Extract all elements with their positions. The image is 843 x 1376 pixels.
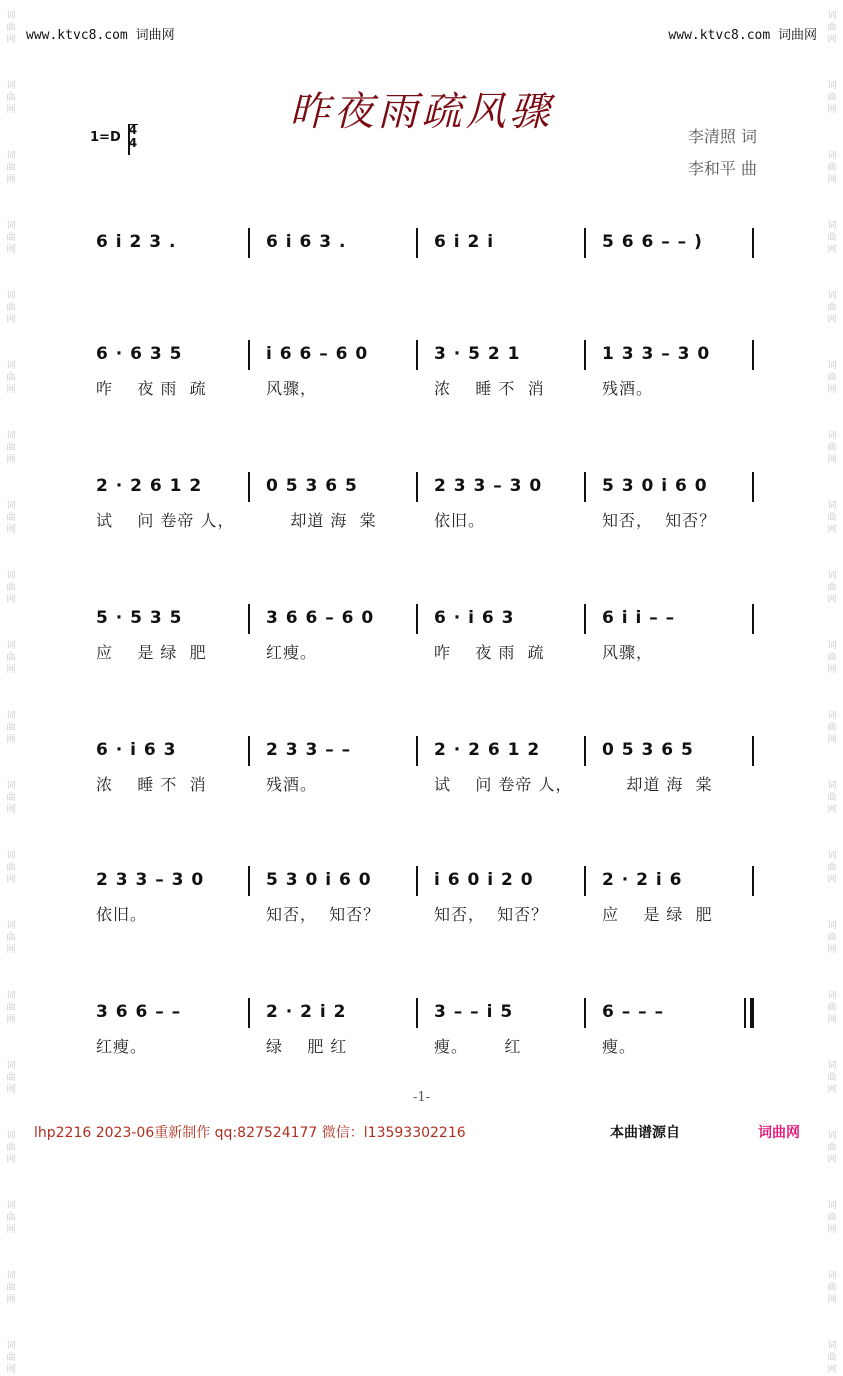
- measure-notes: 5 6 6 – – ): [602, 232, 703, 252]
- measure-lyrics: 风骤，: [266, 379, 318, 398]
- watermark-char: 曲: [827, 513, 837, 523]
- watermark-char: 曲: [6, 1213, 16, 1223]
- watermark-group: [827, 640, 836, 676]
- watermark-char: 曲: [6, 1073, 16, 1083]
- measure-lyrics: 试 问 卷帝 人，: [434, 775, 573, 794]
- watermark-char: 词: [6, 641, 16, 651]
- watermark-char: 曲: [827, 93, 837, 103]
- watermark-char: 曲: [6, 1353, 16, 1363]
- watermark-char: 网: [827, 525, 837, 535]
- barline: [248, 604, 250, 634]
- watermark-char: 网: [6, 1155, 16, 1165]
- measure-notes: 3 6 6 – –: [96, 1002, 182, 1022]
- measure-lyrics: 应 是 绿 肥: [96, 643, 207, 662]
- watermark-char: 词: [827, 221, 837, 231]
- watermark-char: 词: [6, 571, 16, 581]
- barline: [584, 736, 586, 766]
- barline: [416, 340, 418, 370]
- watermark-group: [827, 710, 836, 746]
- watermark-group: [827, 1200, 836, 1236]
- watermark-char: 曲: [6, 23, 16, 33]
- watermark-char: 曲: [827, 373, 837, 383]
- watermark-char: 词: [6, 81, 16, 91]
- watermark-char: 网: [827, 595, 837, 605]
- watermark-group: [6, 360, 15, 396]
- watermark-char: 曲: [827, 1073, 837, 1083]
- watermark-char: 曲: [827, 1213, 837, 1223]
- measure-notes: 1 3 3 – 3 0: [602, 344, 711, 364]
- barline: [752, 472, 754, 502]
- final-barline-thin: [744, 998, 746, 1028]
- watermark-char: 曲: [6, 163, 16, 173]
- watermark-group: [827, 1130, 836, 1166]
- watermark-group: [827, 990, 836, 1026]
- watermark-char: 网: [827, 385, 837, 395]
- watermark-char: 曲: [827, 23, 837, 33]
- watermark-char: 词: [6, 431, 16, 441]
- footer-brand-link[interactable]: 词曲网: [758, 1125, 800, 1141]
- watermark-group: [827, 500, 836, 536]
- watermark-char: 网: [6, 945, 16, 955]
- watermark-group: [6, 10, 15, 46]
- watermark-char: 网: [827, 945, 837, 955]
- watermark-char: 网: [6, 175, 16, 185]
- watermark-char: 词: [6, 221, 16, 231]
- composer-credit: 李和平 曲: [687, 159, 757, 178]
- watermark-char: 曲: [6, 373, 16, 383]
- watermark-group: [6, 570, 15, 606]
- watermark-char: 曲: [6, 1143, 16, 1153]
- watermark-char: 词: [827, 851, 837, 861]
- barline: [752, 340, 754, 370]
- footer-source-label: 本曲谱源自: [610, 1125, 680, 1141]
- watermark-char: 曲: [6, 863, 16, 873]
- barline: [416, 228, 418, 258]
- watermark-char: 曲: [6, 513, 16, 523]
- watermark-char: 词: [6, 1271, 16, 1281]
- watermark-group: [6, 150, 15, 186]
- watermark-char: 网: [827, 1295, 837, 1305]
- watermark-char: 词: [827, 151, 837, 161]
- watermark-char: 曲: [827, 933, 837, 943]
- watermark-char: 曲: [6, 1283, 16, 1293]
- watermark-char: 词: [6, 1341, 16, 1351]
- watermark-char: 网: [827, 1225, 837, 1235]
- song-title: 昨夜雨疏风骤: [289, 89, 554, 135]
- measure-lyrics: 却道 海 棠: [602, 775, 713, 794]
- watermark-char: 曲: [6, 793, 16, 803]
- watermark-char: 曲: [827, 723, 837, 733]
- watermark-char: 网: [827, 1015, 837, 1025]
- barline: [584, 866, 586, 896]
- watermark-char: 曲: [6, 583, 16, 593]
- barline: [752, 228, 754, 258]
- watermark-char: 曲: [6, 233, 16, 243]
- barline: [584, 998, 586, 1028]
- watermark-char: 词: [827, 291, 837, 301]
- watermark-char: 曲: [827, 443, 837, 453]
- watermark-group: [827, 1270, 836, 1306]
- footer-info: lhp2216 2023-06重新制作 qq:827524177 微信：l13593302216: [34, 1125, 466, 1141]
- watermark-char: 网: [6, 875, 16, 885]
- watermark-group: [6, 710, 15, 746]
- measure-notes: 0 5 3 6 5: [266, 476, 358, 496]
- watermark-char: 词: [827, 501, 837, 511]
- measure-lyrics: 咋 夜 雨 疏: [434, 643, 545, 662]
- barline: [584, 472, 586, 502]
- watermark-char: 网: [827, 315, 837, 325]
- barline: [416, 472, 418, 502]
- watermark-char: 曲: [6, 723, 16, 733]
- watermark-char: 词: [827, 781, 837, 791]
- watermark-char: 词: [827, 361, 837, 371]
- measure-notes: 3 6 6 – 6 0: [266, 608, 375, 628]
- watermark-char: 曲: [827, 583, 837, 593]
- watermark-char: 网: [827, 1155, 837, 1165]
- watermark-char: 词: [827, 1201, 837, 1211]
- measure-notes: 2 · 2 i 6: [602, 870, 683, 890]
- lyricist-credit: 李清照 词: [687, 127, 757, 146]
- watermark-char: 网: [6, 1295, 16, 1305]
- watermark-char: 网: [827, 805, 837, 815]
- watermark-char: 网: [827, 455, 837, 465]
- watermark-char: 网: [6, 1225, 16, 1235]
- watermark-char: 网: [6, 735, 16, 745]
- watermark-char: 网: [827, 245, 837, 255]
- barline: [416, 998, 418, 1028]
- watermark-group: [6, 990, 15, 1026]
- measure-lyrics: 依旧。: [434, 511, 486, 530]
- watermark-group: [6, 430, 15, 466]
- measure-notes: 6 i 6 3 .: [266, 232, 347, 252]
- watermark-char: 曲: [6, 443, 16, 453]
- watermark-char: 网: [827, 875, 837, 885]
- barline: [248, 472, 250, 502]
- watermark-group: [827, 220, 836, 256]
- measure-lyrics: 瘦。: [602, 1037, 637, 1056]
- measure-notes: i 6 6 – 6 0: [266, 344, 369, 364]
- watermark-char: 词: [827, 711, 837, 721]
- measure-lyrics: 浓 睡 不 消: [434, 379, 545, 398]
- watermark-char: 网: [6, 665, 16, 675]
- watermark-group: [827, 850, 836, 886]
- watermark-char: 曲: [827, 1283, 837, 1293]
- key-label: 1=D: [90, 129, 121, 145]
- time-top: 4: [128, 123, 138, 137]
- watermark-group: [6, 500, 15, 536]
- watermark-char: 曲: [827, 863, 837, 873]
- watermark-char: 词: [6, 711, 16, 721]
- watermark-char: 词: [827, 11, 837, 21]
- watermark-group: [827, 10, 836, 46]
- watermark-char: 曲: [6, 653, 16, 663]
- watermark-group: [6, 1200, 15, 1236]
- watermark-char: 网: [827, 1085, 837, 1095]
- watermark-char: 曲: [827, 1143, 837, 1153]
- measure-lyrics: 瘦。 红: [434, 1037, 522, 1056]
- measure-notes: 2 · 2 6 1 2: [96, 476, 203, 496]
- measure-lyrics: 知否， 知否？: [602, 511, 717, 530]
- watermark-char: 网: [827, 665, 837, 675]
- watermark-char: 词: [827, 1061, 837, 1071]
- watermark-group: [6, 850, 15, 886]
- watermark-char: 词: [827, 1131, 837, 1141]
- barline: [248, 866, 250, 896]
- final-barline: [750, 998, 754, 1028]
- header-site-left[interactable]: www.ktvc8.com 词曲网: [26, 28, 175, 43]
- measure-lyrics: 红瘦。: [96, 1037, 148, 1056]
- watermark-group: [6, 1340, 15, 1376]
- barline: [248, 228, 250, 258]
- barline: [248, 340, 250, 370]
- watermark-char: 网: [6, 245, 16, 255]
- measure-lyrics: 试 问 卷帝 人，: [96, 511, 235, 530]
- watermark-char: 曲: [6, 93, 16, 103]
- watermark-group: [827, 570, 836, 606]
- watermark-char: 曲: [6, 933, 16, 943]
- measure-lyrics: 咋 夜 雨 疏: [96, 379, 207, 398]
- watermark-group: [827, 150, 836, 186]
- watermark-group: [827, 780, 836, 816]
- key-signature: [90, 124, 137, 150]
- measure-lyrics: 应 是 绿 肥: [602, 905, 713, 924]
- watermark-group: [6, 780, 15, 816]
- watermark-char: 网: [6, 35, 16, 45]
- measure-notes: 3 · 5 2 1: [434, 344, 521, 364]
- measure-notes: 2 3 3 – 3 0: [96, 870, 205, 890]
- watermark-char: 曲: [827, 1003, 837, 1013]
- watermark-group: [827, 290, 836, 326]
- measure-lyrics: 风骤，: [602, 643, 654, 662]
- watermark-char: 网: [6, 1365, 16, 1375]
- watermark-char: 网: [6, 1015, 16, 1025]
- watermark-char: 曲: [827, 233, 837, 243]
- barline: [584, 228, 586, 258]
- watermark-char: 网: [6, 385, 16, 395]
- measure-notes: 2 · 2 6 1 2: [434, 740, 541, 760]
- header-site-right[interactable]: www.ktvc8.com 词曲网: [668, 28, 817, 43]
- watermark-char: 网: [6, 315, 16, 325]
- watermark-char: 词: [6, 291, 16, 301]
- barline: [248, 736, 250, 766]
- barline: [584, 340, 586, 370]
- measure-notes: 6 i i – –: [602, 608, 676, 628]
- measure-lyrics: 知否， 知否？: [434, 905, 549, 924]
- barline: [752, 604, 754, 634]
- measure-lyrics: 知否， 知否？: [266, 905, 381, 924]
- measure-lyrics: 残酒。: [602, 379, 654, 398]
- page-number: -1-: [412, 1090, 431, 1105]
- measure-notes: i 6 0 i 2 0: [434, 870, 534, 890]
- watermark-char: 词: [827, 991, 837, 1001]
- watermark-char: 曲: [6, 303, 16, 313]
- watermark-char: 网: [827, 1365, 837, 1375]
- watermark-char: 词: [6, 501, 16, 511]
- watermark-group: [6, 1130, 15, 1166]
- watermark-char: 曲: [827, 163, 837, 173]
- watermark-char: 网: [6, 1085, 16, 1095]
- watermark-char: 词: [6, 151, 16, 161]
- watermark-char: 词: [6, 1131, 16, 1141]
- measure-notes: 6 · 6 3 5: [96, 344, 183, 364]
- watermark-char: 词: [6, 781, 16, 791]
- watermark-char: 词: [6, 1061, 16, 1071]
- measure-lyrics: 残酒。: [266, 775, 318, 794]
- watermark-char: 词: [827, 641, 837, 651]
- left-watermark-strip: [2, 0, 20, 1375]
- watermark-char: 词: [827, 81, 837, 91]
- watermark-char: 词: [6, 1201, 16, 1211]
- watermark-char: 曲: [827, 1353, 837, 1363]
- watermark-group: [6, 1270, 15, 1306]
- barline: [416, 604, 418, 634]
- barline: [416, 866, 418, 896]
- measure-notes: 2 3 3 – –: [266, 740, 352, 760]
- watermark-char: 网: [6, 105, 16, 115]
- measure-lyrics: 红瘦。: [266, 643, 318, 662]
- watermark-group: [827, 360, 836, 396]
- watermark-char: 词: [6, 361, 16, 371]
- barline: [248, 998, 250, 1028]
- watermark-char: 词: [6, 851, 16, 861]
- time-divider: [128, 124, 138, 155]
- watermark-group: [827, 430, 836, 466]
- barline: [752, 736, 754, 766]
- watermark-group: [6, 290, 15, 326]
- time-bottom: 4: [128, 136, 138, 150]
- measure-lyrics: 却道 海 棠: [266, 511, 377, 530]
- watermark-char: 网: [827, 105, 837, 115]
- watermark-char: 词: [6, 991, 16, 1001]
- watermark-group: [827, 920, 836, 956]
- barline: [416, 736, 418, 766]
- watermark-char: 网: [827, 175, 837, 185]
- measure-lyrics: 绿 肥 红: [266, 1037, 348, 1056]
- measure-notes: 5 · 5 3 5: [96, 608, 183, 628]
- watermark-char: 词: [827, 1341, 837, 1351]
- watermark-char: 词: [827, 1271, 837, 1281]
- watermark-group: [6, 640, 15, 676]
- measure-notes: 6 – – –: [602, 1002, 665, 1022]
- watermark-char: 词: [6, 921, 16, 931]
- measure-lyrics: 依旧。: [96, 905, 148, 924]
- watermark-char: 网: [6, 455, 16, 465]
- watermark-char: 网: [827, 35, 837, 45]
- watermark-char: 词: [827, 571, 837, 581]
- watermark-char: 词: [827, 921, 837, 931]
- watermark-char: 曲: [827, 303, 837, 313]
- measure-notes: 3 – – i 5: [434, 1002, 514, 1022]
- right-watermark-strip: [823, 0, 841, 1375]
- barline: [584, 604, 586, 634]
- measure-notes: 2 · 2 i 2: [266, 1002, 347, 1022]
- measure-notes: 0 5 3 6 5: [602, 740, 694, 760]
- measure-lyrics: 浓 睡 不 消: [96, 775, 207, 794]
- watermark-char: 网: [6, 595, 16, 605]
- measure-notes: 2 3 3 – 3 0: [434, 476, 543, 496]
- barline: [752, 866, 754, 896]
- time-signature: [129, 124, 137, 150]
- watermark-group: [6, 920, 15, 956]
- watermark-group: [827, 1340, 836, 1376]
- measure-notes: 6 i 2 i: [434, 232, 495, 252]
- watermark-char: 网: [6, 805, 16, 815]
- watermark-char: 曲: [6, 1003, 16, 1013]
- measure-notes: 6 · i 6 3: [96, 740, 177, 760]
- watermark-char: 词: [827, 431, 837, 441]
- watermark-char: 曲: [827, 793, 837, 803]
- watermark-char: 词: [6, 11, 16, 21]
- measure-notes: 6 · i 6 3: [434, 608, 515, 628]
- watermark-char: 曲: [827, 653, 837, 663]
- measure-notes: 6 i 2 3 .: [96, 232, 177, 252]
- watermark-group: [6, 220, 15, 256]
- watermark-char: 网: [6, 525, 16, 535]
- watermark-char: 网: [827, 735, 837, 745]
- measure-notes: 5 3 0 i 6 0: [602, 476, 708, 496]
- measure-notes: 5 3 0 i 6 0: [266, 870, 372, 890]
